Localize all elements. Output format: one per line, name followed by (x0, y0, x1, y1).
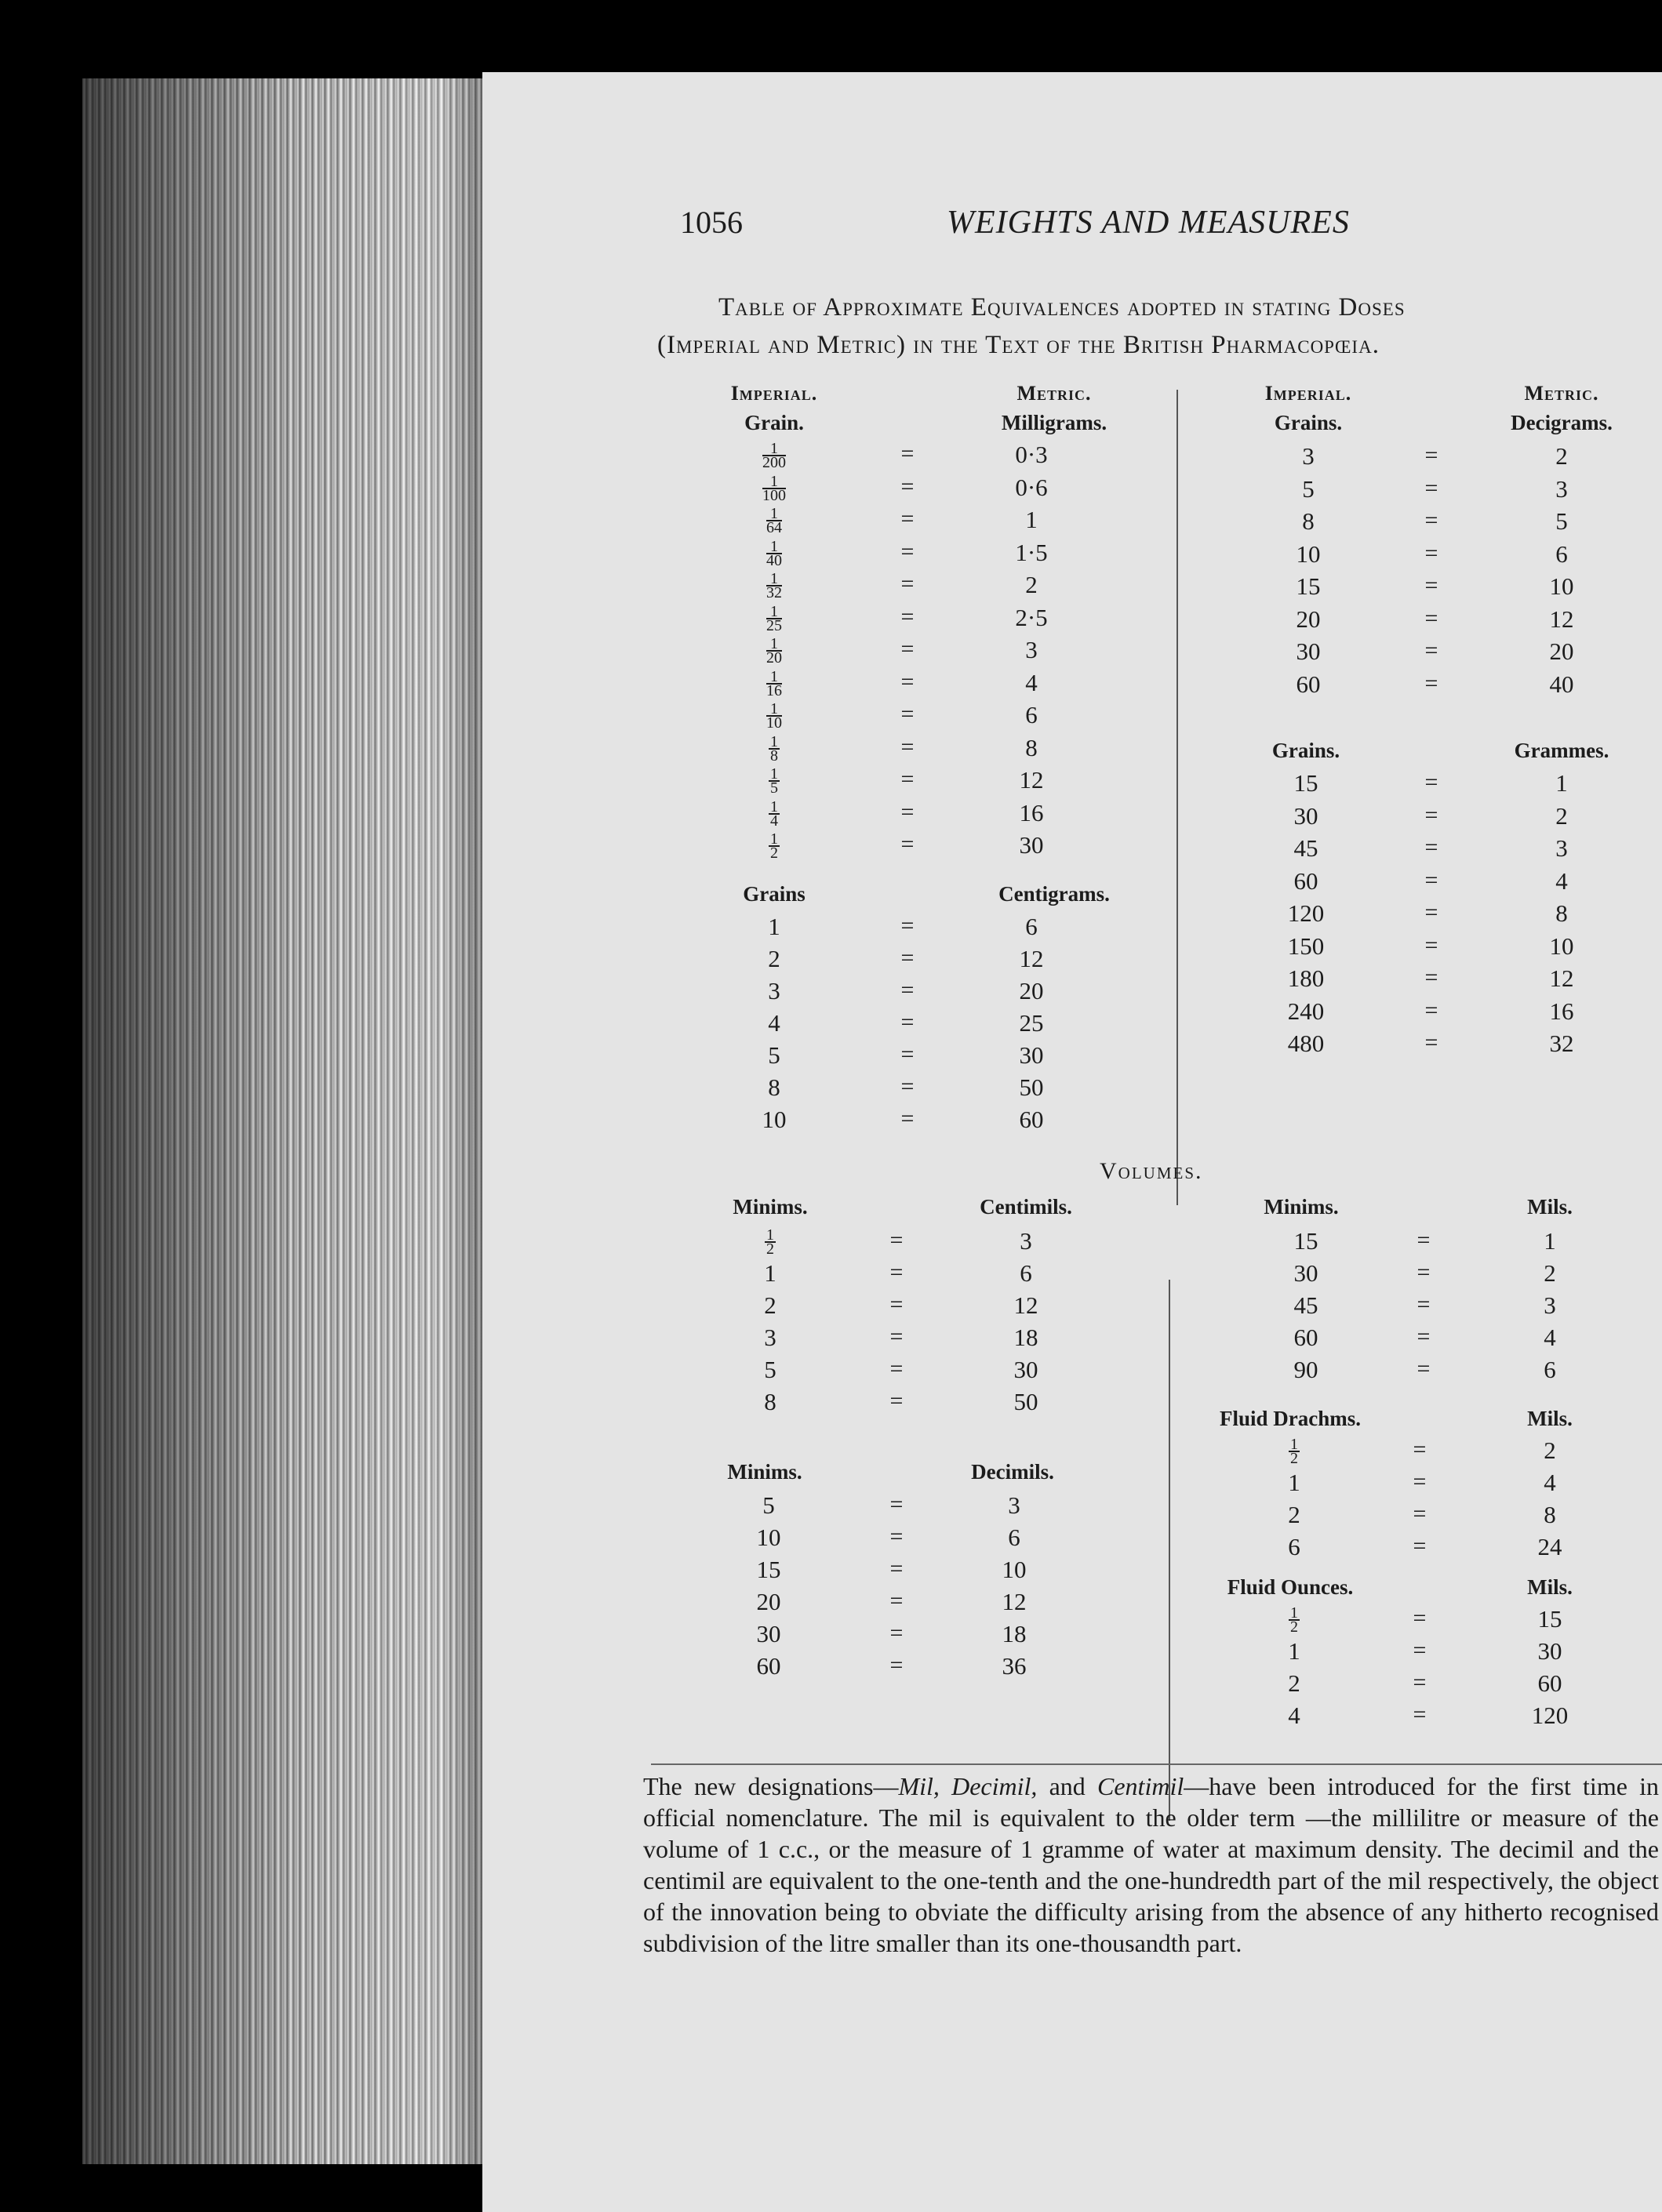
imperial-value: 8 (768, 1073, 780, 1101)
note-text-1: The new designations— (643, 1772, 899, 1800)
equals-sign: = (900, 636, 915, 662)
equals-sign: = (1424, 964, 1438, 990)
metric-value: 60 (1019, 1106, 1044, 1133)
equals-sign: = (1413, 1469, 1427, 1495)
imperial-value: 3 (764, 1324, 776, 1351)
imperial-value: 4 (768, 1009, 780, 1037)
header-metric: Metric. (1016, 382, 1092, 405)
imperial-value: 15 (1293, 769, 1318, 797)
equals-sign: = (889, 1620, 904, 1646)
equals-sign: = (889, 1652, 904, 1678)
fraction-numerator: 1 (766, 507, 782, 521)
unit-imperial: Fluid Ounces. (1227, 1575, 1354, 1599)
metric-value: 18 (1002, 1620, 1027, 1647)
equals-sign: = (1424, 507, 1438, 533)
imperial-value: 10 (1296, 539, 1321, 568)
equals-sign: = (1417, 1227, 1431, 1253)
imperial-value: 45 (1293, 1291, 1318, 1319)
imperial-value: 30 (1293, 1259, 1318, 1287)
unit-imperial: Grains (743, 882, 806, 906)
equals-sign: = (889, 1491, 904, 1517)
equals-sign: = (1417, 1324, 1431, 1349)
equals-sign: = (900, 766, 915, 792)
metric-value: 30 (1019, 831, 1044, 859)
imperial-value: 5 (768, 1041, 780, 1069)
fraction-numerator: 1 (1290, 1604, 1298, 1622)
metric-value: 3 (1025, 636, 1038, 663)
metric-value: 2 (1555, 442, 1568, 470)
equals-sign: = (1424, 866, 1438, 893)
metric-value: 1 (1544, 1227, 1556, 1255)
equals-sign: = (900, 977, 915, 1003)
equals-sign: = (900, 441, 915, 467)
fraction-denominator: 25 (766, 616, 782, 634)
equals-sign: = (900, 798, 915, 825)
imperial-value: 3 (768, 977, 780, 1004)
header-metric: Metric. (1524, 382, 1599, 405)
equals-sign: = (1424, 474, 1438, 501)
metric-value: 6 (1544, 1356, 1556, 1383)
equals-sign: = (889, 1524, 904, 1549)
imperial-value: 10 (762, 1106, 787, 1133)
metric-value: 4 (1555, 866, 1568, 895)
equals-sign: = (1424, 572, 1438, 598)
fraction-denominator: 4 (770, 812, 778, 830)
note-text-and: and (1037, 1772, 1097, 1800)
fraction-denominator: 10 (766, 714, 782, 732)
equals-sign: = (889, 1588, 904, 1614)
equals-sign: = (889, 1356, 904, 1382)
imperial-value: 5 (764, 1356, 776, 1383)
metric-value: 6 (1025, 701, 1038, 728)
metric-value: 6 (1555, 539, 1568, 568)
running-title: WEIGHTS AND MEASURES (947, 205, 1350, 241)
metric-value: 30 (1537, 1637, 1562, 1665)
imperial-value: 2 (1288, 1669, 1300, 1697)
metric-value: 25 (1019, 1009, 1044, 1037)
table-title-line-1: Table of Approximate Equivalences adopted in stating Doses (718, 293, 1406, 321)
fraction-denominator: 5 (770, 779, 778, 797)
metric-value: 0·3 (1015, 441, 1048, 468)
metric-value: 2 (1544, 1259, 1556, 1287)
equals-sign: = (900, 668, 915, 695)
imperial-value: 5 (762, 1491, 775, 1519)
imperial-value: 2 (768, 945, 780, 972)
note-text-2: —have been introduced for the first time in official nomenclature. The mil is equivalent to the older term —the millilitre or measure of the volume of 1 c.c., or the measure of 1 gramme of water at maximum density. The decimil and the centimil are equivalent to the one-tenth and the one-hundredth part of the mil respectively, the object of the innovation being to obviate the difficulty arising from the absence of any hitherto recognised subdivision of the litre smaller than its one-thousandth part. (643, 1772, 1660, 1957)
metric-value: 6 (1025, 913, 1038, 940)
fraction-numerator: 1 (766, 703, 782, 717)
unit-metric: Mils. (1527, 1407, 1573, 1430)
fraction-numerator: 1 (770, 830, 778, 848)
fraction-numerator: 1 (766, 670, 782, 685)
equals-sign: = (1413, 1437, 1427, 1462)
equals-sign: = (900, 1073, 915, 1099)
unit-imperial: Grains. (1274, 411, 1343, 434)
equals-sign: = (1413, 1669, 1427, 1695)
metric-value: 0·6 (1015, 473, 1048, 501)
imperial-value: 30 (1296, 637, 1321, 665)
note-term-centimil: Centimil (1097, 1772, 1184, 1800)
metric-value: 10 (1549, 932, 1574, 960)
fraction-denominator: 64 (766, 519, 782, 536)
unit-metric: Mils. (1527, 1195, 1573, 1219)
imperial-value: 15 (1296, 572, 1321, 600)
metric-value: 2 (1544, 1437, 1556, 1464)
equals-sign: = (1417, 1291, 1431, 1317)
equals-sign: = (900, 733, 915, 760)
fraction-denominator: 2 (770, 844, 778, 862)
fraction-numerator: 1 (766, 540, 782, 554)
unit-imperial: Fluid Drachms. (1219, 1407, 1361, 1430)
fraction-denominator: 32 (766, 584, 782, 601)
imperial-value: 20 (1296, 605, 1321, 633)
equals-sign: = (1424, 442, 1438, 468)
imperial-value: 480 (1287, 1030, 1325, 1057)
fraction-denominator: 200 (762, 454, 786, 471)
equals-sign: = (900, 1009, 915, 1035)
volumes-heading: Volumes. (1100, 1158, 1203, 1184)
metric-value: 20 (1019, 977, 1044, 1004)
metric-value: 50 (1013, 1388, 1038, 1415)
equals-sign: = (900, 913, 915, 939)
fraction-denominator: 2 (1290, 1618, 1298, 1636)
metric-value: 4 (1544, 1324, 1556, 1351)
unit-imperial: Minims. (1264, 1195, 1339, 1219)
note-term-mil: Mil, Decimil, (898, 1772, 1038, 1800)
equals-sign: = (889, 1259, 904, 1285)
metric-value: 24 (1537, 1533, 1562, 1560)
metric-value: 8 (1544, 1501, 1556, 1528)
equals-sign: = (900, 701, 915, 727)
equals-sign: = (1424, 539, 1438, 566)
unit-metric: Decigrams. (1511, 411, 1613, 434)
unit-imperial: Grain. (744, 411, 804, 434)
imperial-value: 15 (756, 1556, 781, 1583)
metric-value: 120 (1531, 1702, 1569, 1729)
imperial-value: 8 (764, 1388, 776, 1415)
fraction-numerator: 1 (766, 1226, 774, 1244)
metric-value: 3 (1555, 474, 1568, 503)
metric-value: 12 (1549, 964, 1574, 992)
metric-value: 1·5 (1015, 538, 1048, 566)
imperial-value: 1 (764, 1259, 776, 1287)
equals-sign: = (1417, 1356, 1431, 1382)
column-divider-weights (1176, 390, 1178, 1205)
unit-metric: Centigrams. (998, 882, 1110, 906)
equals-sign: = (900, 571, 915, 597)
equals-sign: = (1417, 1259, 1431, 1285)
imperial-value: 120 (1287, 899, 1325, 927)
equals-sign: = (900, 473, 915, 499)
equals-sign: = (900, 831, 915, 857)
metric-value: 6 (1020, 1259, 1032, 1287)
equals-sign: = (1424, 605, 1438, 631)
imperial-value: 60 (1293, 1324, 1318, 1351)
metric-value: 4 (1544, 1469, 1556, 1496)
equals-sign: = (1424, 834, 1438, 860)
metric-value: 12 (1013, 1291, 1038, 1319)
metric-value: 32 (1549, 1030, 1574, 1057)
equals-sign: = (1413, 1702, 1427, 1727)
equals-sign: = (889, 1388, 904, 1414)
metric-value: 2 (1025, 571, 1038, 598)
equals-sign: = (1413, 1533, 1427, 1559)
imperial-value: 2 (1288, 1501, 1300, 1528)
metric-value: 3 (1544, 1291, 1556, 1319)
equals-sign: = (900, 1106, 915, 1131)
imperial-value: 15 (1293, 1227, 1318, 1255)
imperial-value: 2 (764, 1291, 776, 1319)
unit-imperial: Minims. (733, 1195, 808, 1219)
unit-metric: Milligrams. (1001, 411, 1107, 434)
imperial-value: 3 (1302, 442, 1315, 470)
imperial-value: 1 (1288, 1469, 1300, 1496)
imperial-value: 90 (1293, 1356, 1318, 1383)
fraction-numerator: 1 (766, 637, 782, 652)
fraction-numerator: 1 (770, 797, 778, 815)
imperial-value: 60 (1293, 866, 1318, 895)
metric-value: 1 (1025, 506, 1038, 533)
imperial-value: 30 (756, 1620, 781, 1647)
metric-value: 1 (1555, 769, 1568, 797)
equals-sign: = (900, 506, 915, 532)
fraction-numerator: 1 (766, 605, 782, 619)
metric-value: 10 (1549, 572, 1574, 600)
metric-value: 3 (1008, 1491, 1020, 1519)
page-number: 1056 (680, 205, 743, 240)
column-divider-volumes (1169, 1280, 1170, 1821)
metric-value: 16 (1019, 798, 1044, 826)
metric-value: 5 (1555, 507, 1568, 535)
equals-sign: = (1424, 932, 1438, 958)
metric-value: 6 (1008, 1524, 1020, 1551)
metric-value: 30 (1013, 1356, 1038, 1383)
note-divider (651, 1763, 1662, 1765)
fraction-denominator: 8 (770, 746, 778, 765)
equals-sign: = (889, 1227, 904, 1253)
metric-value: 3 (1555, 834, 1568, 862)
equals-sign: = (1424, 637, 1438, 663)
metric-value: 16 (1549, 997, 1574, 1025)
equals-sign: = (900, 603, 915, 630)
metric-value: 8 (1555, 899, 1568, 927)
imperial-value: 150 (1287, 932, 1325, 960)
fraction-denominator: 40 (766, 551, 782, 569)
unit-imperial: Grains. (1271, 739, 1340, 762)
book-edge-shadow (82, 78, 482, 2164)
imperial-value: 30 (1293, 801, 1318, 830)
fraction-denominator: 16 (766, 681, 782, 699)
fraction-numerator: 1 (766, 572, 782, 587)
book-page (482, 72, 1662, 2212)
equals-sign: = (1424, 899, 1438, 925)
metric-value: 18 (1013, 1324, 1038, 1351)
metric-value: 20 (1549, 637, 1574, 665)
metric-value: 30 (1019, 1041, 1044, 1069)
metric-value: 2·5 (1015, 603, 1048, 631)
equals-sign: = (900, 538, 915, 565)
metric-value: 4 (1025, 668, 1038, 696)
equals-sign: = (1424, 1030, 1438, 1055)
metric-value: 12 (1002, 1588, 1027, 1615)
imperial-value: 20 (756, 1588, 781, 1615)
equals-sign: = (900, 945, 915, 971)
metric-value: 12 (1019, 945, 1044, 972)
equals-sign: = (1424, 769, 1438, 795)
metric-value: 12 (1019, 766, 1044, 794)
unit-metric: Decimils. (971, 1460, 1054, 1484)
equals-sign: = (1424, 670, 1438, 696)
header-imperial: Imperial. (1264, 382, 1352, 405)
fraction-denominator: 2 (1290, 1450, 1298, 1467)
footnote (643, 1771, 1659, 1959)
unit-imperial: Minims. (727, 1460, 802, 1484)
fraction-denominator: 2 (766, 1240, 774, 1258)
fraction-numerator: 1 (770, 732, 778, 750)
imperial-value: 60 (756, 1652, 781, 1680)
equals-sign: = (889, 1291, 904, 1317)
imperial-value: 4 (1288, 1702, 1300, 1729)
unit-metric: Grammes. (1514, 739, 1609, 762)
imperial-value: 1 (768, 913, 780, 940)
imperial-value: 45 (1293, 834, 1318, 862)
metric-value: 36 (1002, 1652, 1027, 1680)
equals-sign: = (889, 1556, 904, 1582)
metric-value: 2 (1555, 801, 1568, 830)
unit-metric: Mils. (1527, 1575, 1573, 1599)
equals-sign: = (1424, 997, 1438, 1023)
imperial-value: 180 (1287, 964, 1325, 992)
metric-value: 12 (1549, 605, 1574, 633)
imperial-value: 1 (1288, 1637, 1300, 1665)
metric-value: 10 (1002, 1556, 1027, 1583)
fraction-denominator: 20 (766, 649, 782, 667)
imperial-value: 240 (1287, 997, 1325, 1025)
imperial-value: 5 (1302, 474, 1315, 503)
fraction-numerator: 1 (770, 765, 778, 783)
fraction-numerator: 1 (762, 475, 786, 489)
fraction-numerator: 1 (762, 442, 786, 456)
unit-metric: Centimils. (980, 1195, 1072, 1219)
metric-value: 15 (1537, 1605, 1562, 1633)
imperial-value: 10 (756, 1524, 781, 1551)
metric-value: 50 (1019, 1073, 1044, 1101)
metric-value: 40 (1549, 670, 1574, 698)
equals-sign: = (889, 1324, 904, 1349)
imperial-value: 8 (1302, 507, 1315, 535)
header-imperial: Imperial. (730, 382, 818, 405)
metric-value: 60 (1537, 1669, 1562, 1697)
equals-sign: = (1424, 801, 1438, 828)
equals-sign: = (1413, 1501, 1427, 1527)
fraction-denominator: 100 (762, 486, 786, 504)
equals-sign: = (1413, 1637, 1427, 1663)
imperial-value: 60 (1296, 670, 1321, 698)
imperial-value: 6 (1288, 1533, 1300, 1560)
metric-value: 8 (1025, 733, 1038, 761)
equals-sign: = (1413, 1605, 1427, 1631)
equals-sign: = (900, 1041, 915, 1067)
fraction-numerator: 1 (1290, 1436, 1298, 1453)
metric-value: 3 (1020, 1227, 1032, 1255)
table-title-line-2: (Imperial and Metric) in the Text of the British Pharmacopœia. (657, 331, 1380, 359)
